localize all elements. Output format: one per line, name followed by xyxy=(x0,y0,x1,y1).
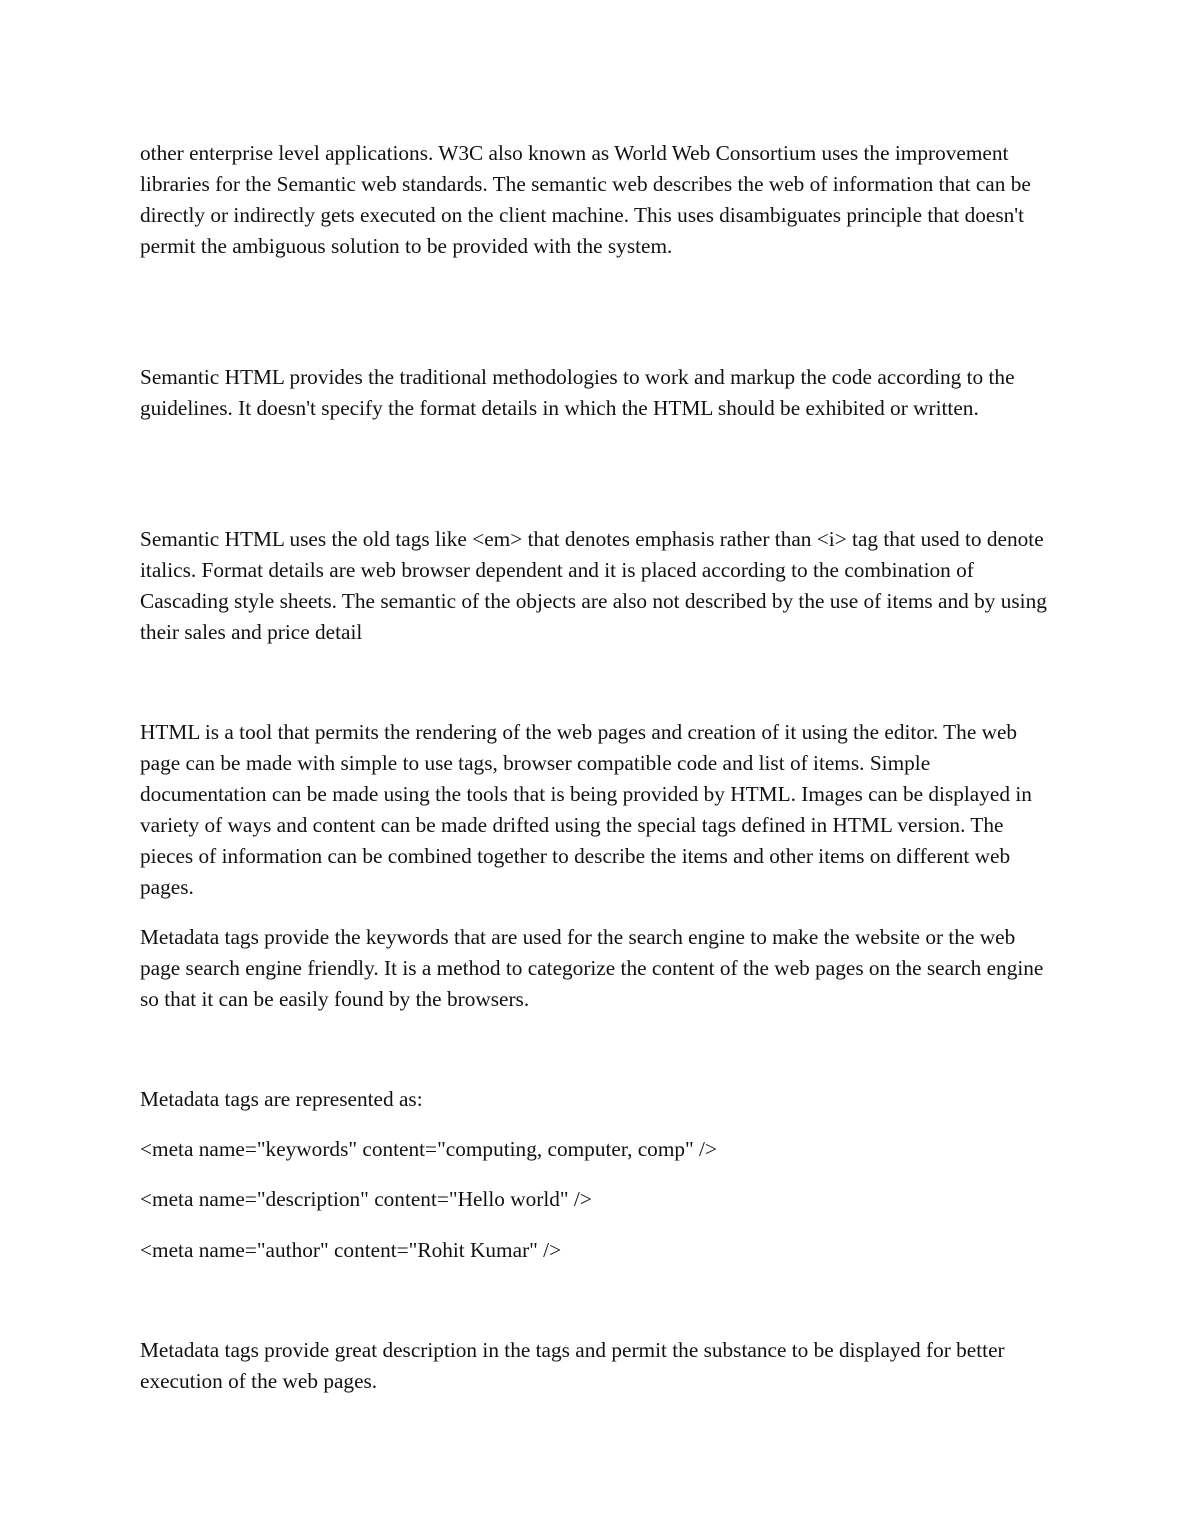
paragraph-metadata-description: Metadata tags provide great description in the tags and permit the substance to be displayed for better execution of the web pages. xyxy=(140,1338,1005,1393)
meta-keywords-example: <meta name="keywords" content="computing, computer, comp" /> xyxy=(140,1137,717,1161)
paragraph-html-tool: HTML is a tool that permits the rendering of the web pages and creation of it using the editor. The web page can be made with simple to use tags, browser compatible code and list of items. Simple documentation can be made using the tools that is being provided by HTML. Images can be displayed in variety of ways and content can be made drifted using the special tags defined in HTML version. The pieces of information can be combined together to describe the items and other items on different web pages. xyxy=(140,720,1032,899)
paragraph-metadata-represented: Metadata tags are represented as: xyxy=(140,1087,423,1111)
meta-author-example: <meta name="author" content="Rohit Kumar" /> xyxy=(140,1238,562,1262)
paragraph-semantic-web: other enterprise level applications. W3C also known as World Web Consortium uses the improvement libraries for the Semantic web standards. The semantic web describes the web of information that can be directly or indirectly gets executed on the client machine. This uses disambiguates principle that doesn't permit the ambiguous solution to be provided with the system. xyxy=(140,141,1031,258)
paragraph-semantic-html-tags: Semantic HTML uses the old tags like <em> that denotes emphasis rather than <i> tag that used to denote italics. Format details are web browser dependent and it is placed according to the combination of Cascading style sheets. The semantic of the objects are also not described by the use of items and by using their sales and price detail xyxy=(140,527,1047,644)
paragraph-metadata-keywords: Metadata tags provide the keywords that are used for the search engine to make the website or the web page search engine friendly. It is a method to categorize the content of the web pages on the search engine so that it can be easily found by the browsers. xyxy=(140,925,1044,1011)
meta-description-example: <meta name="description" content="Hello world" /> xyxy=(140,1187,592,1211)
paragraph-semantic-html-overview: Semantic HTML provides the traditional methodologies to work and markup the code according to the guidelines. It doesn't specify the format details in which the HTML should be exhibited or written. xyxy=(140,365,1015,420)
